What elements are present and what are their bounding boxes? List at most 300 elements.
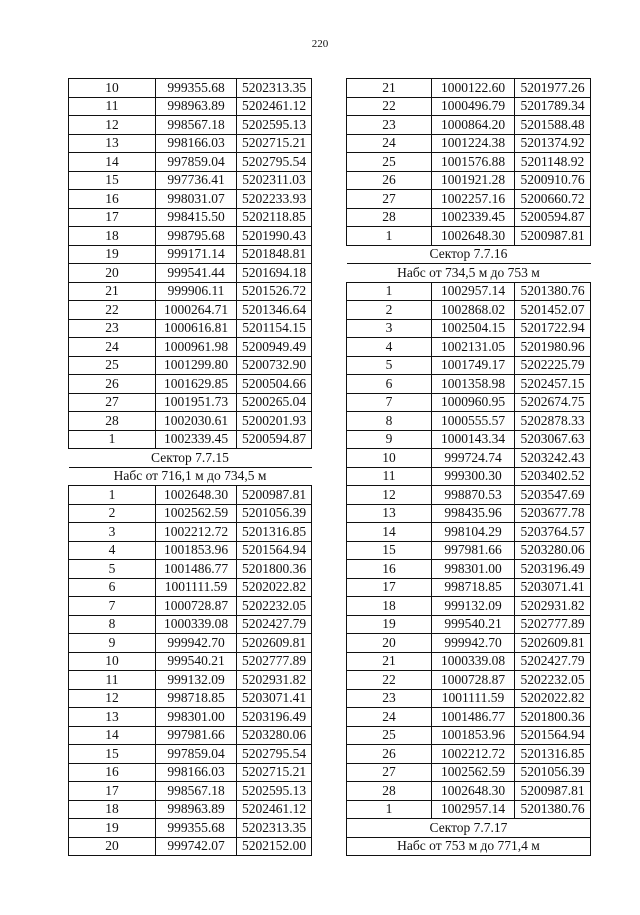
x-coordinate: 1002339.45 [156,430,237,449]
y-coordinate: 5202777.89 [515,615,591,634]
y-coordinate: 5203677.78 [515,504,591,523]
point-number: 26 [347,171,432,190]
x-coordinate: 1001749.17 [432,356,515,375]
table-row [347,671,591,690]
table-row [69,245,312,264]
point-number: 25 [347,726,432,745]
y-coordinate: 5201848.81 [237,245,312,264]
x-coordinate: 999171.14 [156,245,237,264]
y-coordinate: 5201374.92 [515,134,591,153]
y-coordinate: 5200949.49 [237,338,312,357]
point-number: 21 [69,282,156,301]
point-number: 1 [69,430,156,449]
table-row [69,745,312,764]
y-coordinate: 5200987.81 [515,227,591,246]
table-row [347,560,591,579]
table-row [347,800,591,819]
table-row [347,319,591,338]
x-coordinate: 998718.85 [156,689,237,708]
y-coordinate: 5203242.43 [515,449,591,468]
x-coordinate: 1002648.30 [432,782,515,801]
y-coordinate: 5201316.85 [237,523,312,542]
y-coordinate: 5203402.52 [515,467,591,486]
x-coordinate: 1001224.38 [432,134,515,153]
table-row [69,837,312,856]
point-number: 14 [69,153,156,172]
x-coordinate: 999540.21 [156,652,237,671]
y-coordinate: 5202022.82 [237,578,312,597]
y-coordinate: 5202118.85 [237,208,312,227]
x-coordinate: 1002562.59 [432,763,515,782]
point-number: 1 [69,486,156,505]
x-coordinate: 1000339.08 [156,615,237,634]
x-coordinate: 1001921.28 [432,171,515,190]
y-coordinate: 5203196.49 [515,560,591,579]
point-number: 8 [69,615,156,634]
point-number: 13 [69,708,156,727]
point-number: 18 [69,800,156,819]
table-row [347,652,591,671]
y-coordinate: 5201154.15 [237,319,312,338]
x-coordinate: 998166.03 [156,763,237,782]
y-coordinate: 5202233.93 [237,190,312,209]
y-coordinate: 5201526.72 [237,282,312,301]
x-coordinate: 999132.09 [156,671,237,690]
x-coordinate: 1002257.16 [432,190,515,209]
x-coordinate: 1002957.14 [432,282,515,301]
table-row [69,227,312,246]
y-coordinate: 5200265.04 [237,393,312,412]
table-row [347,708,591,727]
x-coordinate: 999540.21 [432,615,515,634]
table-row [347,449,591,468]
point-number: 28 [347,782,432,801]
y-coordinate: 5203547.69 [515,486,591,505]
x-coordinate: 1001111.59 [156,578,237,597]
point-number: 27 [69,393,156,412]
point-number: 16 [69,763,156,782]
point-number: 28 [347,208,432,227]
point-number: 12 [69,689,156,708]
x-coordinate: 1000339.08 [432,652,515,671]
x-coordinate: 998031.07 [156,190,237,209]
point-number: 21 [347,652,432,671]
point-number: 15 [347,541,432,560]
point-number: 11 [69,671,156,690]
y-coordinate: 5201980.96 [515,338,591,357]
table-row [69,171,312,190]
y-coordinate: 5200910.76 [515,171,591,190]
table-row [347,153,591,172]
x-coordinate: 1000960.95 [432,393,515,412]
x-coordinate: 1002131.05 [432,338,515,357]
point-number: 17 [69,782,156,801]
point-number: 1 [347,800,432,819]
point-number: 2 [69,504,156,523]
x-coordinate: 998567.18 [156,116,237,135]
table-row [347,541,591,560]
table-row [347,634,591,653]
x-coordinate: 999942.70 [156,634,237,653]
table-row [347,97,591,116]
x-coordinate: 997981.66 [432,541,515,560]
table-row [69,578,312,597]
table-row [347,763,591,782]
point-number: 28 [69,412,156,431]
x-coordinate: 998415.50 [156,208,237,227]
y-coordinate: 5202715.21 [237,134,312,153]
table-row [347,227,591,246]
x-coordinate: 1000143.34 [432,430,515,449]
x-coordinate: 1000616.81 [156,319,237,338]
sector-title-row [347,245,591,264]
y-coordinate: 5201452.07 [515,301,591,320]
x-coordinate: 1002648.30 [432,227,515,246]
table-row [69,541,312,560]
x-coordinate: 997981.66 [156,726,237,745]
y-coordinate: 5201694.18 [237,264,312,283]
point-number: 4 [69,541,156,560]
point-number: 21 [347,79,432,98]
table-row [69,504,312,523]
y-coordinate: 5201800.36 [515,708,591,727]
table-row [69,282,312,301]
point-number: 22 [69,301,156,320]
table-row [347,282,591,301]
y-coordinate: 5202313.35 [237,79,312,98]
x-coordinate: 997736.41 [156,171,237,190]
y-coordinate: 5202313.35 [237,819,312,838]
y-coordinate: 5201588.48 [515,116,591,135]
x-coordinate: 1001629.85 [156,375,237,394]
x-coordinate: 998301.00 [432,560,515,579]
table-row [69,356,312,375]
y-coordinate: 5202777.89 [237,652,312,671]
table-row [347,467,591,486]
point-number: 15 [69,745,156,764]
y-coordinate: 5200660.72 [515,190,591,209]
x-coordinate: 1000496.79 [432,97,515,116]
y-coordinate: 5202609.81 [515,634,591,653]
x-coordinate: 999132.09 [432,597,515,616]
x-coordinate: 999355.68 [156,819,237,838]
table-row [347,116,591,135]
table-row [69,597,312,616]
sector-title-row [69,449,312,468]
table-row [69,393,312,412]
x-coordinate: 999942.70 [432,634,515,653]
y-coordinate: 5202461.12 [237,97,312,116]
point-number: 10 [69,79,156,98]
point-number: 25 [69,356,156,375]
x-coordinate: 1000555.57 [432,412,515,431]
y-coordinate: 5201789.34 [515,97,591,116]
point-number: 12 [347,486,432,505]
y-coordinate: 5201564.94 [515,726,591,745]
table-row [347,504,591,523]
point-number: 16 [69,190,156,209]
point-number: 19 [347,615,432,634]
point-number: 9 [69,634,156,653]
point-number: 6 [69,578,156,597]
x-coordinate: 1000728.87 [432,671,515,690]
y-coordinate: 5202152.00 [237,837,312,856]
y-coordinate: 5202931.82 [237,671,312,690]
y-coordinate: 5202232.05 [237,597,312,616]
table-row [69,319,312,338]
table-row [69,708,312,727]
x-coordinate: 999724.74 [432,449,515,468]
x-coordinate: 998301.00 [156,708,237,727]
x-coordinate: 998795.68 [156,227,237,246]
table-row [347,597,591,616]
point-number: 23 [347,116,432,135]
point-number: 11 [69,97,156,116]
point-number: 14 [69,726,156,745]
point-number: 20 [69,264,156,283]
y-coordinate: 5201056.39 [515,763,591,782]
y-coordinate: 5201148.92 [515,153,591,172]
x-coordinate: 1001358.98 [432,375,515,394]
x-coordinate: 1001951.73 [156,393,237,412]
sector-range-row [69,467,312,486]
table-row [347,782,591,801]
x-coordinate: 999300.30 [432,467,515,486]
x-coordinate: 998870.53 [432,486,515,505]
table-row [69,97,312,116]
x-coordinate: 1002562.59 [156,504,237,523]
point-number: 13 [69,134,156,153]
table-row [69,819,312,838]
y-coordinate: 5200987.81 [515,782,591,801]
sector-range: Набс от 716,1 м до 734,5 м [69,467,312,486]
point-number: 10 [347,449,432,468]
point-number: 22 [347,671,432,690]
x-coordinate: 998718.85 [432,578,515,597]
y-coordinate: 5202795.54 [237,153,312,172]
point-number: 7 [69,597,156,616]
point-number: 10 [69,652,156,671]
table-row [347,190,591,209]
table-row [347,301,591,320]
x-coordinate: 998567.18 [156,782,237,801]
point-number: 18 [69,227,156,246]
table-row [69,208,312,227]
y-coordinate: 5201800.36 [237,560,312,579]
table-row [69,652,312,671]
point-number: 24 [347,708,432,727]
y-coordinate: 5203071.41 [515,578,591,597]
x-coordinate: 997859.04 [156,745,237,764]
table-row [69,689,312,708]
x-coordinate: 1000864.20 [432,116,515,135]
point-number: 18 [347,597,432,616]
x-coordinate: 1002212.72 [156,523,237,542]
y-coordinate: 5202457.15 [515,375,591,394]
point-number: 11 [347,467,432,486]
x-coordinate: 1001576.88 [432,153,515,172]
point-number: 22 [347,97,432,116]
x-coordinate: 1002339.45 [432,208,515,227]
table-row [347,689,591,708]
table-row [69,763,312,782]
right-column [346,78,591,856]
point-number: 9 [347,430,432,449]
x-coordinate: 999355.68 [156,79,237,98]
table-row [69,615,312,634]
point-number: 12 [69,116,156,135]
x-coordinate: 1000961.98 [156,338,237,357]
table-row [69,800,312,819]
table-row [69,634,312,653]
coordinates-table-right [346,78,591,856]
y-coordinate: 5201346.64 [237,301,312,320]
sector-title: Сектор 7.7.16 [347,245,591,264]
y-coordinate: 5202795.54 [237,745,312,764]
table-row [347,523,591,542]
y-coordinate: 5201977.26 [515,79,591,98]
table-row [69,301,312,320]
x-coordinate: 1001299.80 [156,356,237,375]
point-number: 3 [347,319,432,338]
coordinates-table-left [68,78,312,856]
point-number: 17 [347,578,432,597]
table-row [347,430,591,449]
x-coordinate: 1002212.72 [432,745,515,764]
y-coordinate: 5203280.06 [237,726,312,745]
y-coordinate: 5203280.06 [515,541,591,560]
y-coordinate: 5202931.82 [515,597,591,616]
x-coordinate: 1002030.61 [156,412,237,431]
point-number: 13 [347,504,432,523]
table-row [69,153,312,172]
table-row [69,375,312,394]
sector-title-row [347,819,591,838]
table-row [347,726,591,745]
point-number: 19 [69,245,156,264]
y-coordinate: 5203067.63 [515,430,591,449]
point-number: 24 [69,338,156,357]
y-coordinate: 5201316.85 [515,745,591,764]
x-coordinate: 998435.96 [432,504,515,523]
table-row [347,412,591,431]
table-row [69,79,312,98]
point-number: 6 [347,375,432,394]
y-coordinate: 5200594.87 [515,208,591,227]
y-coordinate: 5202595.13 [237,116,312,135]
y-coordinate: 5200201.93 [237,412,312,431]
y-coordinate: 5200987.81 [237,486,312,505]
y-coordinate: 5200594.87 [237,430,312,449]
table-row [347,578,591,597]
point-number: 27 [347,190,432,209]
table-row [347,208,591,227]
y-coordinate: 5202461.12 [237,800,312,819]
sector-range-row [347,264,591,283]
x-coordinate: 999906.11 [156,282,237,301]
x-coordinate: 1000728.87 [156,597,237,616]
point-number: 25 [347,153,432,172]
point-number: 20 [347,634,432,653]
point-number: 5 [69,560,156,579]
y-coordinate: 5202232.05 [515,671,591,690]
y-coordinate: 5201722.94 [515,319,591,338]
point-number: 23 [69,319,156,338]
y-coordinate: 5201990.43 [237,227,312,246]
table-row [69,338,312,357]
table-row [347,134,591,153]
point-number: 7 [347,393,432,412]
point-number: 20 [69,837,156,856]
point-number: 24 [347,134,432,153]
point-number: 27 [347,763,432,782]
table-row [347,356,591,375]
left-column [68,78,312,856]
table-row [347,171,591,190]
table-row [347,393,591,412]
point-number: 4 [347,338,432,357]
x-coordinate: 997859.04 [156,153,237,172]
table-row [347,338,591,357]
table-row [69,190,312,209]
x-coordinate: 998166.03 [156,134,237,153]
x-coordinate: 1002957.14 [432,800,515,819]
x-coordinate: 999742.07 [156,837,237,856]
table-row [69,671,312,690]
point-number: 26 [347,745,432,764]
y-coordinate: 5200504.66 [237,375,312,394]
point-number: 14 [347,523,432,542]
table-row [347,745,591,764]
table-row [347,615,591,634]
y-coordinate: 5203071.41 [237,689,312,708]
sector-title: Сектор 7.7.17 [347,819,591,838]
y-coordinate: 5202427.79 [515,652,591,671]
y-coordinate: 5202674.75 [515,393,591,412]
point-number: 8 [347,412,432,431]
x-coordinate: 1002504.15 [432,319,515,338]
x-coordinate: 1001486.77 [156,560,237,579]
y-coordinate: 5202225.79 [515,356,591,375]
y-coordinate: 5202427.79 [237,615,312,634]
x-coordinate: 998963.89 [156,800,237,819]
page-number: 220 [311,38,329,50]
table-row [69,134,312,153]
x-coordinate: 1001853.96 [432,726,515,745]
x-coordinate: 1000122.60 [432,79,515,98]
table-row [69,726,312,745]
y-coordinate: 5202595.13 [237,782,312,801]
y-coordinate: 5202311.03 [237,171,312,190]
table-row [347,375,591,394]
point-number: 2 [347,301,432,320]
point-number: 17 [69,208,156,227]
table-row [69,560,312,579]
y-coordinate: 5200732.90 [237,356,312,375]
point-number: 23 [347,689,432,708]
y-coordinate: 5201380.76 [515,282,591,301]
y-coordinate: 5202878.33 [515,412,591,431]
table-row [69,523,312,542]
x-coordinate: 1001111.59 [432,689,515,708]
table-row [69,486,312,505]
point-number: 1 [347,227,432,246]
point-number: 3 [69,523,156,542]
table-row [69,116,312,135]
x-coordinate: 1001486.77 [432,708,515,727]
y-coordinate: 5201564.94 [237,541,312,560]
x-coordinate: 1001853.96 [156,541,237,560]
